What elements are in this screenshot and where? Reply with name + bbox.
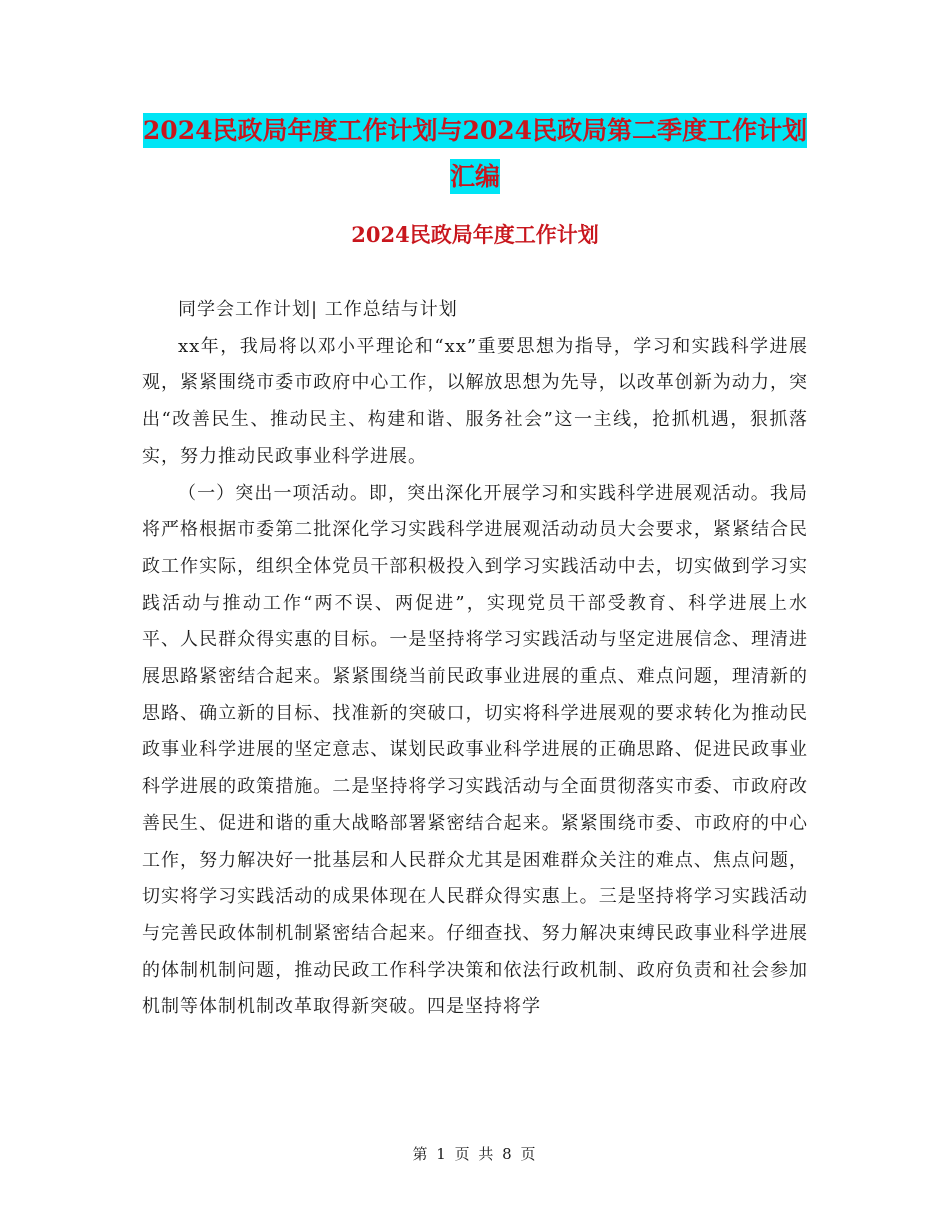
body-paragraph-2: xx年，我局将以邓小平理论和“xx”重要思想为指导，学习和实践科学进展观，紧紧围绕市委市政府中心工作，以解放思想为先导，以改革创新为动力，突出“改善民生、推动民主、构建和谐、服务社会”这一主线，抢抓机遇，狠抓落实，努力推动民政事业科学进展。 — [142, 335, 808, 467]
document-main-title — [140, 108, 810, 200]
body-paragraph-1: 同学会工作计划| 工作总结与计划 — [178, 299, 458, 320]
main-title-highlight: 2024民政局年度工作计划与2024民政局第二季度工作计划汇编 — [143, 113, 807, 194]
section-title: 2024民政局年度工作计划 — [351, 222, 599, 247]
document-body — [142, 292, 808, 1026]
body-paragraph-3: （一）突出一项活动。即，突出深化开展学习和实践科学进展观活动。我局将严格根据市委第二批深化学习实践科学进展观活动动员大会要求，紧紧结合民政工作实际，组织全体党员干部积极投入到学习实践活动中去，切实做到学习实践活动与推动工作“两不误、两促进”，实现党员干部受教育、科学进展上水平、人民群众得实惠的目标。一是坚持将学习实践活动与坚定进展信念、理清进展思路紧密结合起来。紧紧围绕当前民政事业进展的重点、难点问题，理清新的思路、确立新的目标、找准新的突破口，切实将科学进展观的要求转化为推动民政事业科学进展的坚定意志、谋划民政事业科学进展的正确思路、促进民政事业科学进展的政策措施。二是坚持将学习实践活动与全面贯彻落实市委、市政府改善民生、促进和谐的重大战略部署紧密结合起来。紧紧围绕市委、市政府的中心工作，努力解决好一批基层和人民群众尤其是困难群众关注的难点、焦点问题，切实将学习实践活动的成果体现在人民群众得实惠上。三是坚持将学习实践活动与完善民政体制机制紧密结合起来。仔细查找、努力解决束缚民政事业科学进展的体制机制问题，推动民政工作科学决策和依法行政机制、政府负责和社会参加机制等体制机制改革取得新突破。四是坚持将学 — [142, 482, 808, 1018]
page-footer: 第 1 页 共 8 页 — [412, 1145, 538, 1163]
